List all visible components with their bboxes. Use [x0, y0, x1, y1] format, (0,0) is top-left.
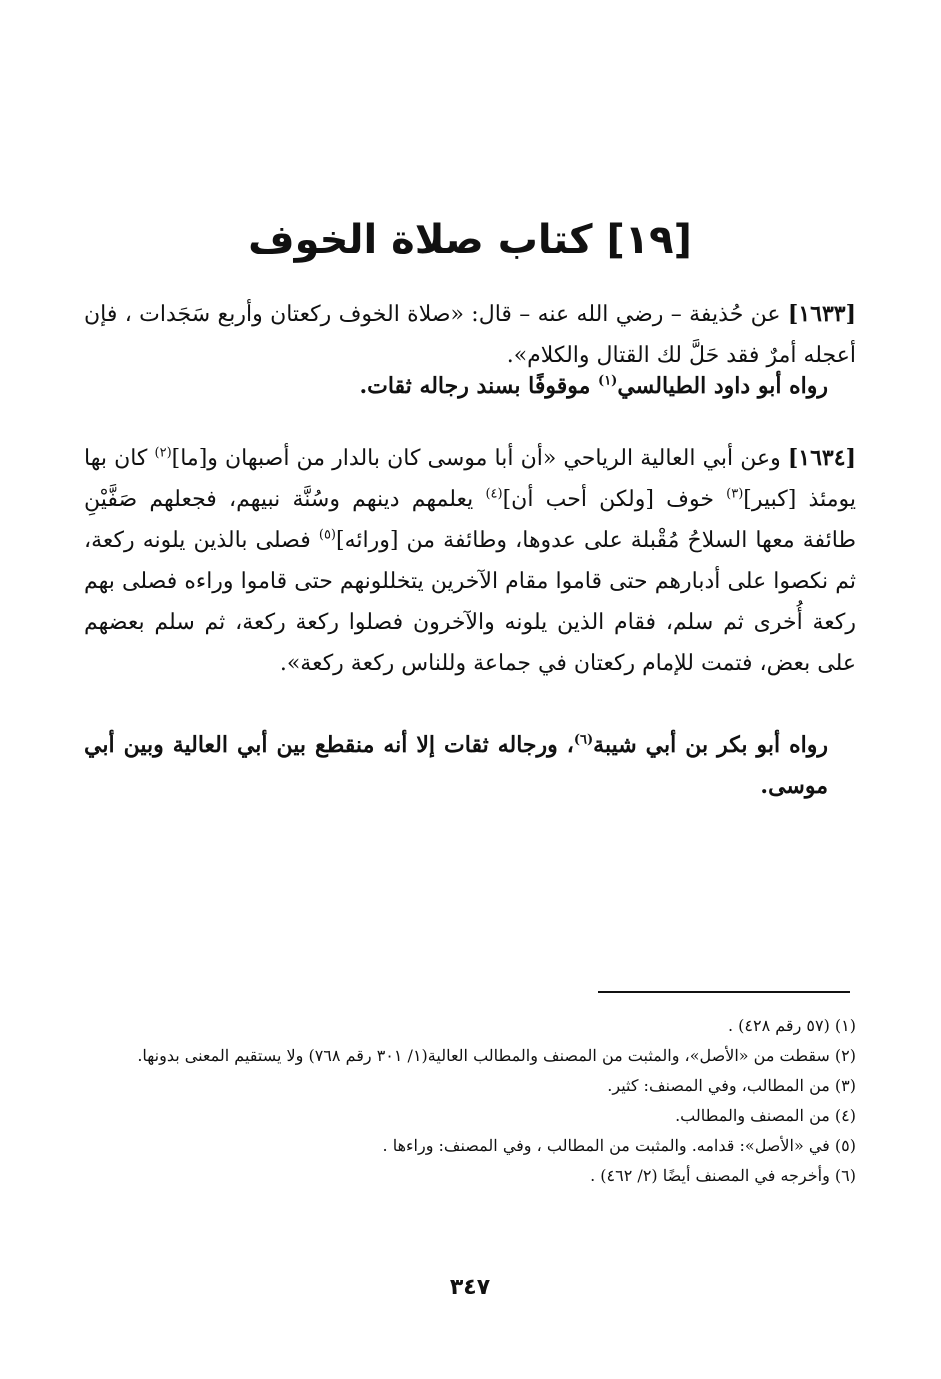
hadith-text-part-1: وعن أبي العالية الرياحي «أن أبا موسى كان بالدار من أصبهان و[ما]	[171, 446, 781, 471]
hadith-text-part-5: فصلى بالذين يلونه ركعة، ثم نكصوا على أدبارهم حتى قاموا مقام الآخرين يتخللونهم حتى قاموا وراءه فصلى بهم ركعة أُخرى ثم سلم، فقام الذين يلونه والآخرون فصلوا ركعة ركعة، ثم سلم بعضهم على بعض، فتمت للإمام ركعتان في جماعة وللناس ركعة ركعة».	[84, 528, 856, 676]
hadith-1634-narration	[84, 725, 856, 807]
footnote-ref-6: (٦)	[573, 732, 594, 748]
footnote-2: (٢) سقطت من «الأصل»، والمثبت من المصنف والمطالب العالية(١/ ٣٠١ رقم ٧٦٨) ولا يستقيم المعنى بدونها.	[137, 1046, 856, 1065]
footnote-ref-4: (٤)	[485, 486, 503, 502]
narration-text: رواه أبو داود الطيالسي	[617, 373, 828, 399]
footnote-3: (٣) من المطالب، وفي المصنف: كثير.	[607, 1076, 856, 1095]
footnote-ref-3: (٣)	[726, 486, 744, 502]
footnote-1: (١) (٥٧ رقم ٤٢٨) .	[727, 1016, 856, 1035]
narration-text-rest: موقوفًا بسند رجاله ثقات.	[359, 373, 599, 399]
hadith-1634	[84, 438, 856, 684]
footnotes	[84, 1011, 856, 1191]
narration-text: رواه أبو بكر بن أبي شيبة	[593, 732, 828, 758]
page-number: ٣٤٧	[449, 1275, 491, 1300]
hadith-text-part-3: خوف [ولكن أحب أن]	[502, 487, 727, 512]
hadith-1633	[84, 294, 856, 376]
hadith-number: [١٦٣٤]	[787, 445, 856, 471]
chapter-title: [١٩] كتاب صلاة الخوف	[248, 217, 692, 263]
hadith-text-part-2: كان بها يومئذ [كبير]	[84, 446, 857, 512]
footnote-ref-5: (٥)	[318, 527, 336, 543]
footnote-6: (٦) وأخرجه في المصنف أيضًا (٢/ ٤٦٢) .	[590, 1166, 856, 1185]
footnote-4: (٤) من المصنف والمطالب.	[675, 1106, 856, 1125]
footnote-5: (٥) في «الأصل»: قدامه. والمثبت من المطالب ، وفي المصنف: وراءها .	[382, 1136, 856, 1155]
narration-text-rest: ، ورجاله ثقات إلا أنه منقطع بين أبي العالية وبين أبي موسى.	[84, 732, 828, 799]
footnote-separator	[598, 991, 850, 993]
footnote-ref-2: (٢)	[154, 445, 172, 461]
hadith-1633-narration	[84, 366, 856, 407]
footnote-ref-1: (١)	[598, 373, 618, 389]
hadith-text-part-4: يعلمهم دينهم وسُنَّة نبيهم، فجعلهم صَفَّيْنِ طائفة معها السلاحُ مُقْبلة على عدوها، وطائفة من [ورائه]	[84, 487, 856, 553]
hadith-number: [١٦٣٣]	[787, 301, 856, 327]
hadith-text: عن حُذيفة – رضي الله عنه – قال: «صلاة الخوف ركعتان وأربع سَجَدات ، فإن أعجله أمرٌ فقد حَلَّ لك القتال والكلام».	[84, 302, 856, 368]
